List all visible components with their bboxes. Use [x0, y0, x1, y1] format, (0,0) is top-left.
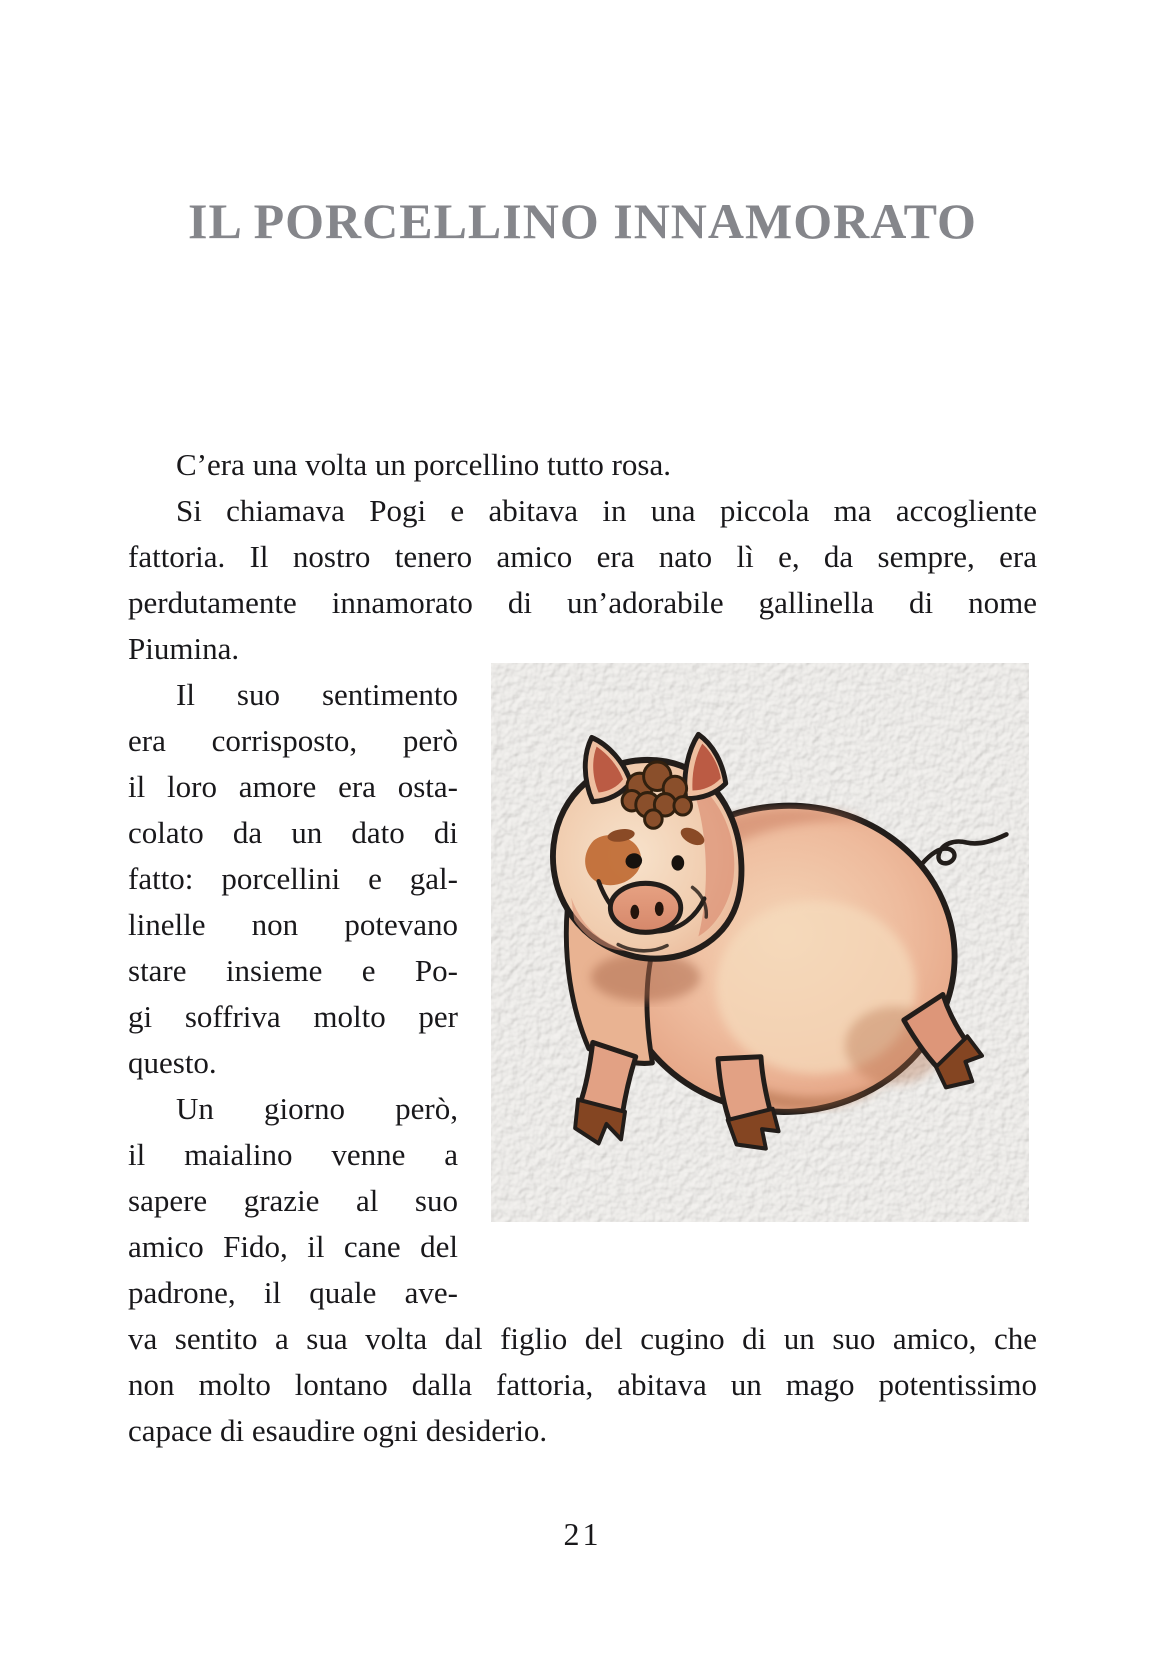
text-line: era corrisposto, però: [128, 723, 458, 758]
text-and-illustration: [128, 672, 1037, 1316]
paragraph-opening: [128, 442, 1037, 672]
text-line: fatto: porcellini e gal-: [128, 861, 458, 896]
snout: [610, 883, 680, 932]
text-line: capace di esaudire ogni desiderio.: [128, 1413, 548, 1448]
text-line: va sentito a sua volta dal figlio del cugino di un suo amico, che: [128, 1321, 1037, 1356]
pig-illustration-figure: [491, 663, 1029, 1222]
text-line: Un giorno però,: [176, 1091, 458, 1126]
text-line: fattoria. Il nostro tenero amico era nato lì e, da sempre, era: [128, 539, 1037, 574]
story-title: IL PORCELLINO INNAMORATO: [188, 193, 977, 249]
text-line: perdutamente innamorato di un’adorabile gallinella di nome: [128, 585, 1037, 620]
paragraph-closing: [128, 1316, 1037, 1454]
text-line: il loro amore era osta-: [128, 769, 458, 804]
pig-illustration: [491, 663, 1029, 1222]
story-body: [128, 442, 1037, 1454]
text-line: questo.: [128, 1045, 217, 1080]
text-line: Si chiamava Pogi e abitava in una piccola ma accogliente: [176, 493, 1037, 528]
text-line: colato da un dato di: [128, 815, 458, 850]
text-line: stare insieme e Po-: [128, 953, 458, 988]
text-line: sapere grazie al suo: [128, 1183, 458, 1218]
wrap-column: [128, 672, 458, 1316]
text-line: non molto lontano dalla fattoria, abitava un mago potentissimo: [128, 1367, 1037, 1402]
text-line: gi soffriva molto per: [128, 999, 458, 1034]
text-line: linelle non potevano: [128, 907, 458, 942]
text-line: il maialino venne a: [128, 1137, 458, 1172]
text-line: Piumina.: [128, 631, 240, 666]
text-line: amico Fido, il cane del: [128, 1229, 458, 1264]
text-line: padrone, il quale ave-: [128, 1275, 458, 1310]
text-line: C’era una volta un porcellino tutto rosa.: [176, 447, 672, 482]
text-line: Il suo sentimento: [176, 677, 458, 712]
page-number: 21: [563, 1516, 602, 1552]
